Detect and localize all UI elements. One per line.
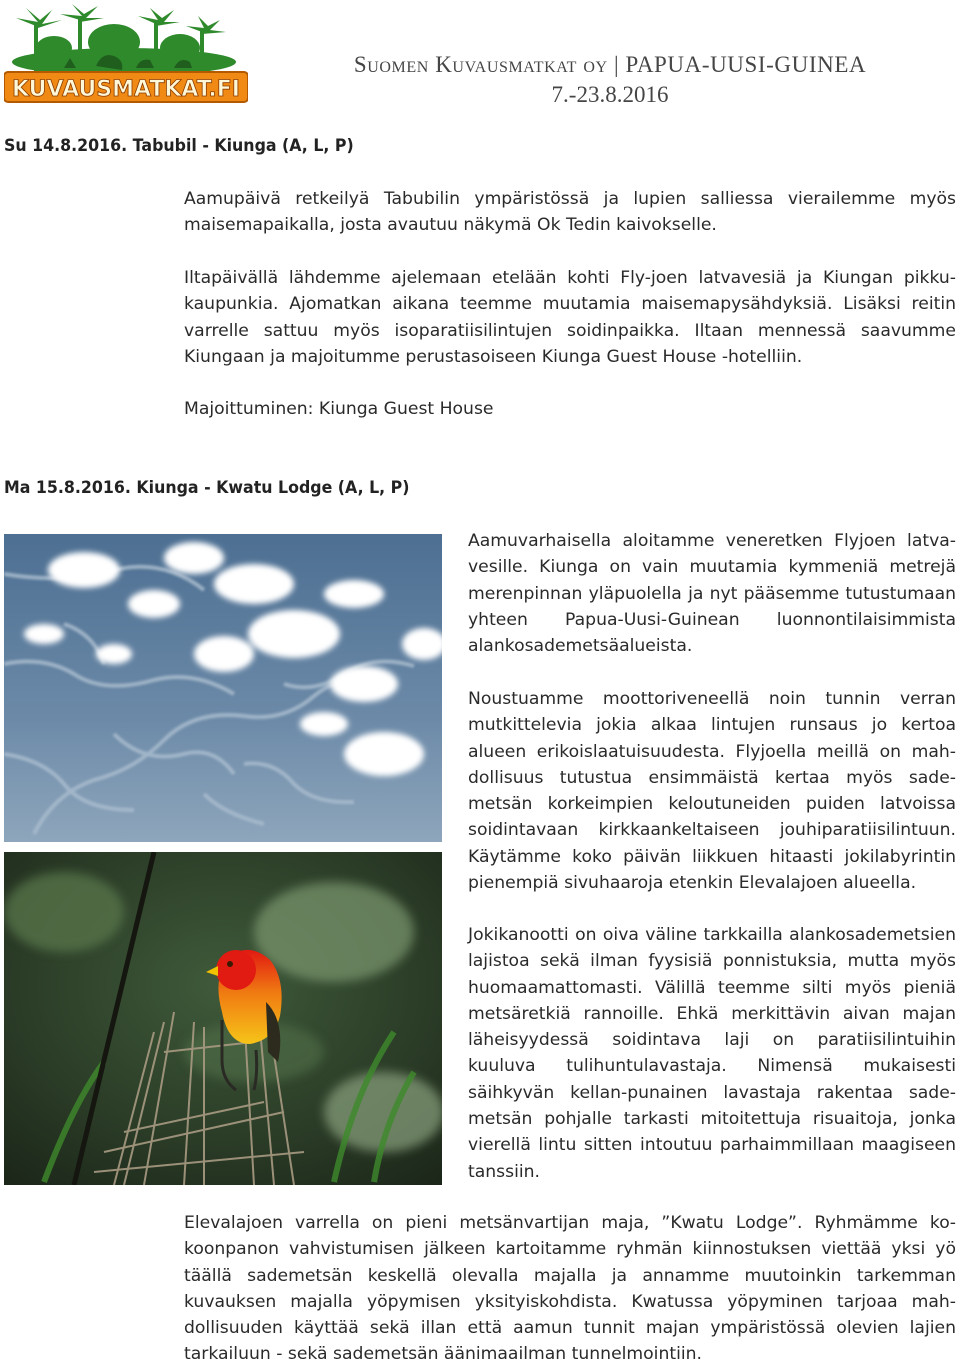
day1-paragraph-2: Iltapäivällä lähdemme ajelemaan etelään kohti Fly-joen latvavesiä ja Kiungan pikkukaupunkia. Ajomatkan aikana teemme muutamia maisemapysähdyksiä. Lisäksi reitin varrelle sattuu myös isoparatiisilintujen soidinpaikka. Iltaan mennessä saavumme Kiungaan ja majoitumme perustasoiseen Kiunga Guest House -hotelliin.: [184, 268, 956, 367]
day-heading-1: Su 14.8.2016. Tabubil - Kiunga (A, L, P): [4, 136, 354, 156]
day1-lodging: Majoittuminen: Kiunga Guest House: [184, 399, 494, 419]
flame-bowerbird-photo: [4, 852, 442, 1185]
day2-paragraph-4: Elevalajoen varrella on pieni metsänvartijan maja, ”Kwatu Lodge”. Ryhmämme kokoonpanon vahvistumisen jälkeen kartoitamme ryhmän kiinnostuksen viettää yksi yö täällä sademetsän keskellä olevalla majalla ja annamme muutoinkin tarkemman kuvauksen majalla yöpymisen yksityiskohdista. Kwatussa yöpyminen tarjoaa mahdollisuuden käyttää sekä illan että aamun tunnit majan ympäristössä olevien lajien tarkailuun - sekä sademetsän äänimaailman tunnelmointiin.: [184, 1213, 956, 1365]
day2-paragraph-2: Noustuamme moottoriveneellä noin tunnin verran mutkittelevia jokia alkaa lintujen runsaus jo kertoa alueen erikoislaatuisuudesta. Flyjoella meillä on mahdollisuus tutustua ensimmäistä kertaa myös sademetsän korkeimpien keloutuneiden puiden latvoissa soidintavaan kirkkaankeltaiseen jouhiparatiisilintuun. Käytämme koko päivän liikkuen hitaasti jokilabyrintin pienempiä sivuhaaroja etenkin Elevalajoen alueella.: [468, 689, 956, 894]
day-heading-2: Ma 15.8.2016. Kiunga - Kwatu Lodge (A, L, P): [4, 478, 410, 498]
day1-paragraph-1: Aamupäivä retkeilyä Tabubilin ympäristössä ja lupien salliessa vierailemme myös maisemapaikalla, josta avautuu näkymä Ok Tedin kaivokselle.: [184, 189, 956, 236]
document-header-title: Suomen Kuvausmatkat oy | PAPUA-UUSI-GUINEA: [353, 52, 867, 77]
day2-paragraph-1: Aamuvarhaisella aloitamme veneretken Flyjoen latvavesille. Kiunga on vain muutamia kymmeniä metrejä merenpinnan yläpuolella ja nyt pääsemme tutustumaan yhteen Papua-Uusi-Guinean luonnontilaisimmista alankosademetsäalueista.: [468, 531, 956, 657]
aerial-river-photo: [4, 534, 442, 842]
logo-wordmark: KUVAUSMATKAT.FI: [12, 77, 240, 102]
kuvausmatkat-logo[interactable]: [4, 4, 248, 104]
day2-paragraph-3: Jokikanootti on oiva väline tarkkailla alankosademetsien lajistoa sekä ilman fyysisiä ponnistuksia, mutta myös huomaamattomasti. Välillä teemme silti myös pieniä metsäretkiä rannoille. Ehkä merkittävin aivan majan läheisyydessä soidintava laji on paratiisilintuihin kuuluva tulihuntulavastaja. Nimensä mukaisesti säihkyvän kellan-punainen lavastaja rakentaa sademetsän pohjalle tarkasti mitoitettuja risuaitoja, jonka vierellä lintu sitten intoutuu parhaimmillaan maagiseen tanssiin.: [468, 925, 956, 1182]
logo-graphic: [4, 4, 248, 104]
document-header-dates: 7.-23.8.2016: [551, 82, 669, 107]
